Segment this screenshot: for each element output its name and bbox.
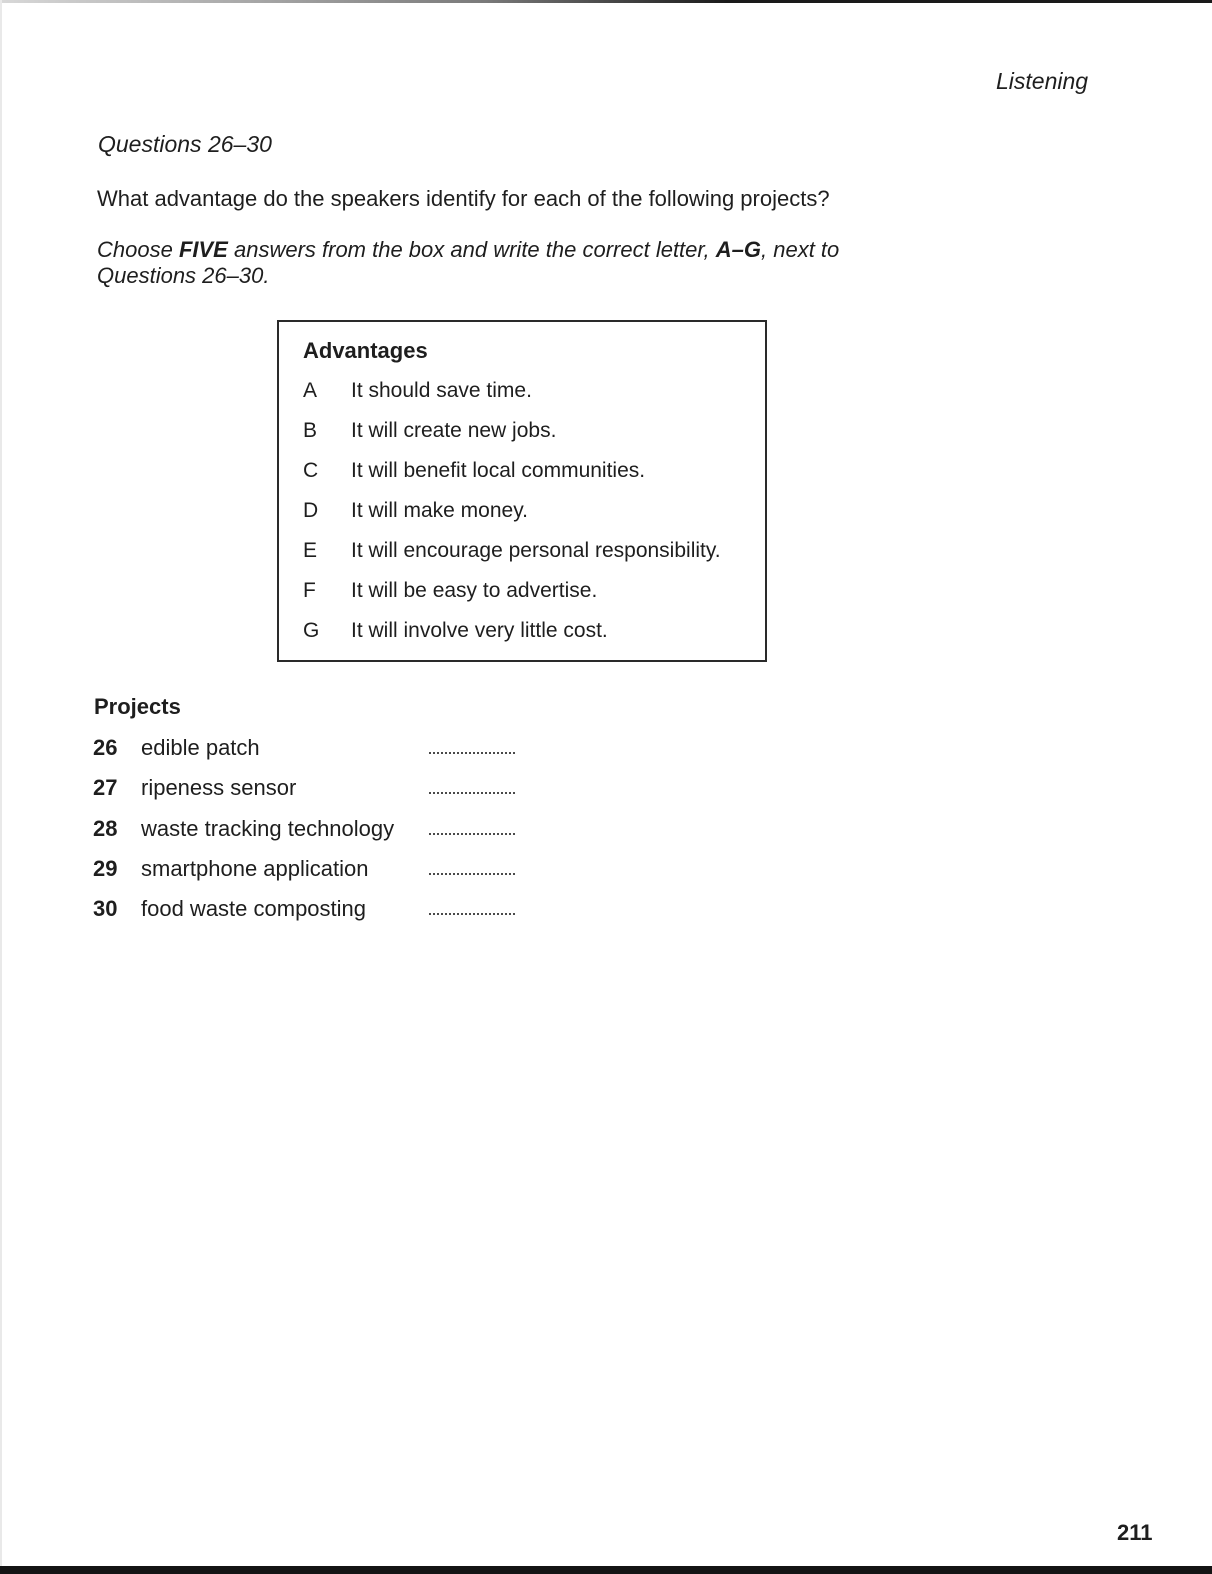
option-text: It will involve very little cost. <box>351 619 608 642</box>
option-letter: A <box>303 379 318 402</box>
running-head: Listening <box>996 68 1089 94</box>
answer-blank-28[interactable] <box>429 833 515 835</box>
instruction-part-1: Choose <box>97 237 179 262</box>
project-row-29 <box>93 856 533 886</box>
answer-blank-26[interactable] <box>429 752 515 754</box>
section-title: Questions 26–30 <box>98 131 272 157</box>
question-number: 26 <box>93 735 118 760</box>
option-letter: E <box>303 539 318 562</box>
project-row-28 <box>93 816 533 846</box>
instruction-text <box>97 237 857 289</box>
option-text: It should save time. <box>351 379 532 402</box>
project-row-26 <box>93 735 533 765</box>
option-text: It will be easy to advertise. <box>351 579 598 602</box>
option-text: It will create new jobs. <box>351 419 557 442</box>
option-letter: C <box>303 459 319 482</box>
page-number: 211 <box>1117 1520 1153 1545</box>
project-row-27 <box>93 775 533 805</box>
option-letter: B <box>303 419 318 442</box>
projects-heading: Projects <box>94 694 181 719</box>
advantages-box <box>277 320 767 662</box>
question-number: 29 <box>93 856 118 881</box>
instruction-emphasis-letters: A–G <box>715 237 761 262</box>
option-letter: F <box>303 579 316 602</box>
project-label: edible patch <box>141 735 260 760</box>
advantages-heading: Advantages <box>303 338 428 363</box>
option-letter: G <box>303 619 320 642</box>
instruction-emphasis-five: FIVE <box>178 237 228 262</box>
project-label: ripeness sensor <box>141 775 297 800</box>
project-row-30 <box>93 896 533 926</box>
option-text: It will encourage personal responsibility. <box>351 539 721 562</box>
page-left-edge <box>0 0 2 1566</box>
page-top-edge <box>0 0 1212 3</box>
page-bottom-edge <box>0 1566 1212 1574</box>
project-label: food waste composting <box>141 896 367 921</box>
question-text: What advantage do the speakers identify for each of the following projects? <box>97 186 830 211</box>
option-text: It will benefit local communities. <box>351 459 646 482</box>
instruction-part-2: answers from the box and write the correct letter, <box>227 237 716 262</box>
answer-blank-27[interactable] <box>429 792 515 794</box>
option-text: It will make money. <box>351 499 528 522</box>
question-number: 30 <box>93 896 118 921</box>
question-number: 27 <box>93 775 118 800</box>
project-label: waste tracking technology <box>141 816 395 841</box>
question-number: 28 <box>93 816 118 841</box>
instruction-part-3: , next to Questions 26–30. <box>97 237 840 288</box>
option-letter: D <box>303 499 319 522</box>
answer-blank-30[interactable] <box>429 913 515 915</box>
project-label: smartphone application <box>141 856 369 881</box>
answer-blank-29[interactable] <box>429 873 515 875</box>
